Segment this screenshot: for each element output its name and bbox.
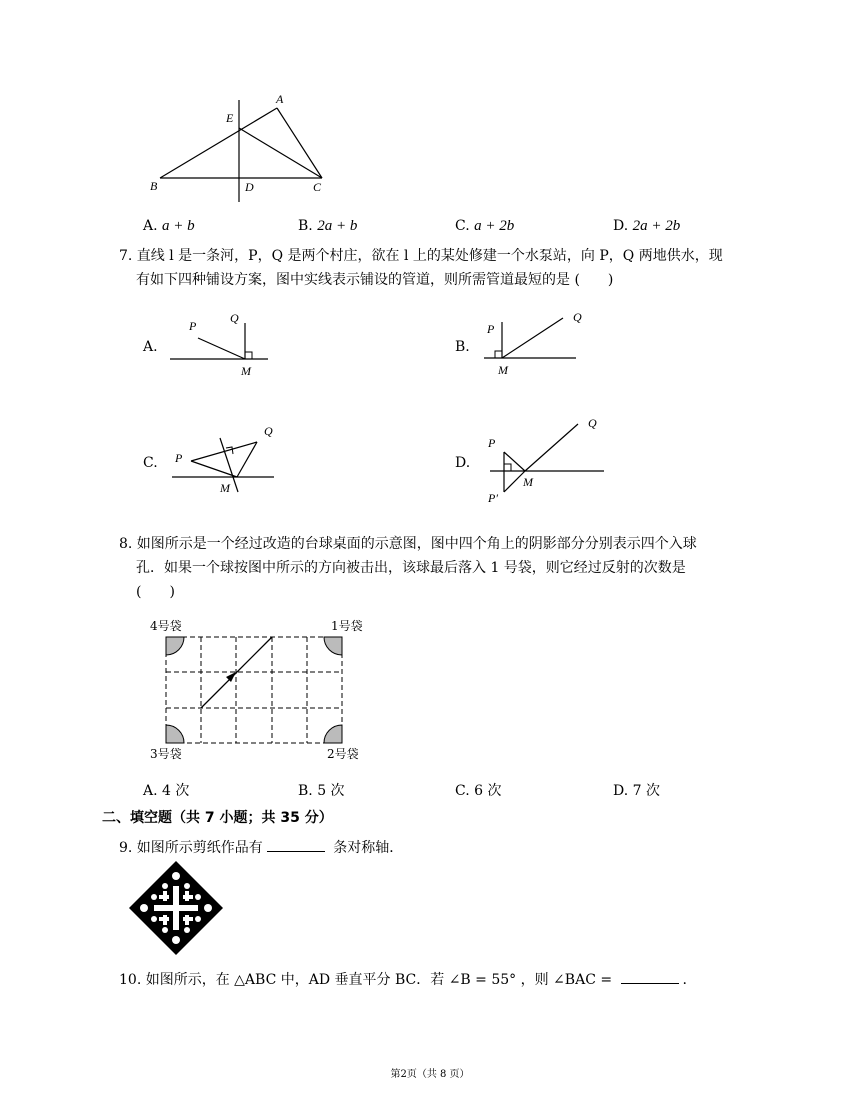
q9-text-after: 条对称轴．	[328, 840, 404, 856]
q7-c-label-p: P	[175, 451, 183, 465]
q7-line2: 有如下四种铺设方案，图中实线表示铺设的管道，则所需管道最短的是 ( )	[136, 272, 614, 288]
pocket-2-label: 2号袋	[327, 747, 359, 761]
q6-label-c: C	[313, 180, 322, 194]
q9-text-before: 9. 如图所示剪纸作品有	[119, 840, 263, 856]
q8-option-d[interactable]: D. 7 次	[613, 783, 660, 799]
pocket-4-label: 4号袋	[150, 619, 182, 633]
q8-option-a[interactable]: A. 4 次	[143, 783, 190, 799]
pocket-1-label: 1号袋	[331, 619, 363, 633]
q8-line3: ( )	[136, 584, 175, 600]
q8-option-c[interactable]: C. 6 次	[455, 783, 502, 799]
q6-option-c-expr: a + 2b	[474, 218, 515, 234]
q7-b-label-m: M	[498, 363, 508, 377]
q10-answer-blank[interactable]	[621, 969, 679, 984]
q8-line1: 8. 如图所示是一个经过改造的台球桌面的示意图，图中四个角上的阴影部分分别表示四个入球	[119, 536, 697, 552]
q7-d-label-q: Q	[588, 416, 597, 430]
q6-option-d-expr: 2a + 2b	[632, 218, 681, 234]
q7-c-label-q: Q	[264, 424, 273, 438]
q6-option-c-letter: C.	[455, 218, 470, 234]
q7-d-label-m: M	[523, 475, 533, 489]
q6-label-a: A	[276, 92, 284, 106]
q7-option-d-letter[interactable]: D.	[455, 455, 471, 471]
q7-line1: 7. 直线 l 是一条河，P，Q 是两个村庄，欲在 l 上的某处修建一个水泵站，向 P，Q 两地供水，现	[119, 248, 723, 264]
q7-option-c-letter[interactable]: C.	[143, 455, 158, 471]
q7-option-b-letter[interactable]: B.	[455, 339, 470, 355]
q6-option-b-expr: 2a + b	[317, 218, 358, 234]
pocket-3-label: 3号袋	[150, 747, 182, 761]
q6-option-a-letter: A.	[143, 218, 158, 234]
q7-a-label-q: Q	[230, 311, 239, 325]
q7-c-label-m: M	[220, 481, 230, 495]
q6-label-e: E	[226, 111, 234, 125]
q7-a-label-p: P	[189, 319, 197, 333]
q7-b-label-q: Q	[573, 310, 582, 324]
q7-a-label-m: M	[241, 364, 251, 378]
q7-b-label-p: P	[487, 322, 495, 336]
q6-option-d-letter: D.	[613, 218, 629, 234]
q6-option-a-expr: a + b	[162, 218, 195, 234]
q10-question	[119, 968, 687, 992]
q10-text-end: .	[682, 972, 687, 988]
q8-line2: 孔．如果一个球按图中所示的方向被击出，该球最后落入 1 号袋，则它经过反射的次数是	[136, 560, 686, 576]
q7-d-label-p: P	[488, 436, 496, 450]
q7-option-a-letter[interactable]: A.	[143, 339, 158, 355]
q6-label-b: B	[150, 179, 158, 193]
section-heading: 二、填空题（共 7 小题；共 35 分）	[102, 810, 333, 826]
q8-option-b[interactable]: B. 5 次	[298, 783, 345, 799]
q10-text: 10. 如图所示，在 △ABC 中，AD 垂直平分 BC．若 ∠B = 55° ，则 ∠BAC =	[119, 972, 617, 988]
q6-label-d: D	[245, 180, 254, 194]
page-footer: 第2页（共 8 页）	[390, 1069, 470, 1080]
q6-option-b-letter: B.	[298, 218, 313, 234]
q7-d-label-p-prime: P′	[488, 491, 498, 505]
